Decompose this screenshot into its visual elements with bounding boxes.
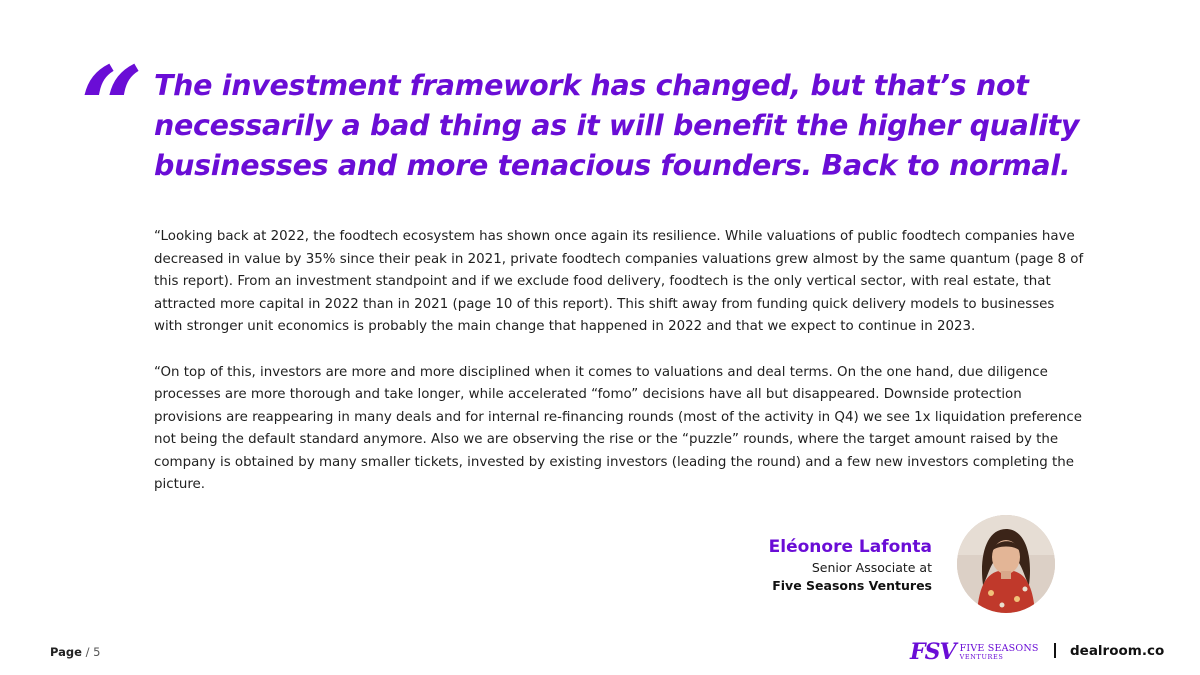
- author-role: Senior Associate at: [811, 560, 932, 575]
- quote-headline: The investment framework has changed, but that’s not necessarily a bad thing as it will benefit the higher quality businesses and more tenacious founders. Back to normal.: [154, 69, 1080, 182]
- page-number: / 5: [85, 645, 101, 659]
- dealroom-brand: dealroom.co: [1070, 643, 1165, 659]
- body-paragraph: “Looking back at 2022, the foodtech ecosystem has shown once again its resilience. While valuations of public foodtech companies have decreased in value by 35% since their peak in 2021, private foodtech companies valuations grew almost by the same quantum (page 8 of this report). From an investment standpoint and if we exclude food delivery, foodtech is the only vertical sector, with real estate, that attracted more capital in 2022 than in 2021 (page 10 of this report). This shift away from funding quick delivery models to businesses with stronger unit economics is probably the main change that happened in 2022 and that we expect to continue in 2023.: [154, 229, 1084, 334]
- page-label: Page: [50, 645, 82, 659]
- fsv-logo-mark: FSV: [910, 639, 956, 665]
- five-seasons-logo: [910, 638, 1039, 666]
- fsv-logo-line1: FIVE SEASONS: [959, 642, 1039, 654]
- avatar: [957, 515, 1055, 613]
- fsv-logo-line2: VENTURES: [959, 653, 1004, 661]
- body-paragraph: “On top of this, investors are more and more disciplined when it comes to valuations and deal terms. On the one hand, due diligence processes are more thorough and take longer, while accelerated “fomo” decisions have all but disappeared. Downside protection provisions are reappearing in many deals and for internal re-financing rounds (most of the activity in Q4) we see 1x liquidation preference not being the default standard anymore. Also we are observing the rise or the “puzzle” rounds, where the target amount raised by the company is obtained by many smaller tickets, invested by existing investors (leading the round) and a few new investors completing the picture.: [154, 364, 1083, 492]
- author-company: Five Seasons Ventures: [772, 578, 932, 593]
- author-block: [769, 535, 932, 595]
- page-indicator: [50, 645, 100, 659]
- quote-body: [154, 226, 1084, 497]
- footer-divider: [1054, 643, 1056, 658]
- quote-mark-icon: “: [80, 42, 144, 171]
- author-name: Eléonore Lafonta: [768, 537, 932, 557]
